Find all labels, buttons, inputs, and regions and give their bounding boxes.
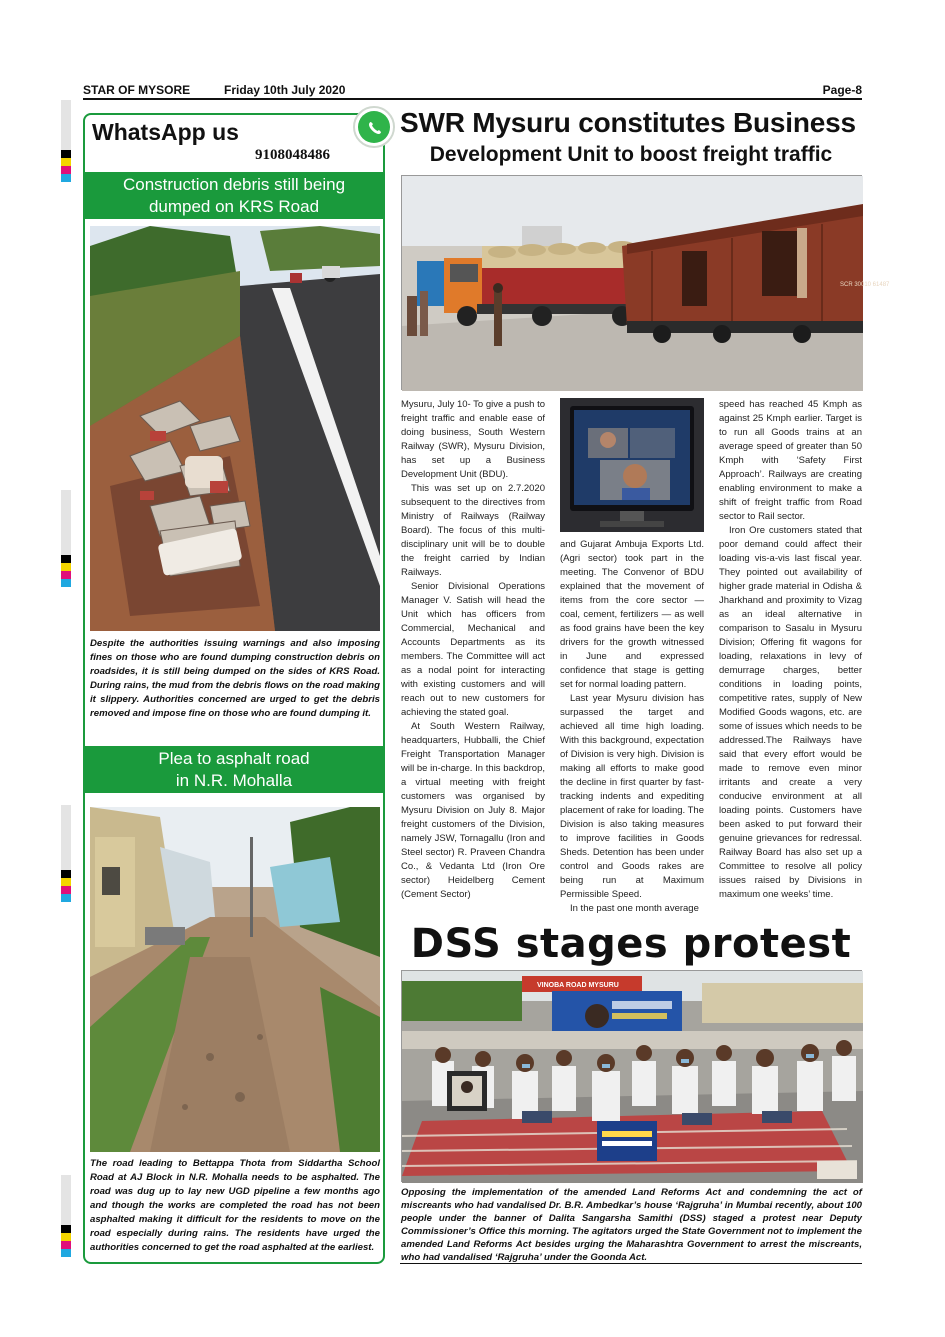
whatsapp-number: 9108048486 — [255, 147, 330, 163]
dss-caption: Opposing the implementation of the amended Land Reforms Act and condemning the act of miscreants who had vandalised Dr. B.R. Ambedkar’s house ‘Rajgruha’ in Mumbai recently, about 100 people under the banner of Dalita Sangarsha Samithi (DSS) staged a protest near Deputy Commissioner’s Office this morning. The agitators urged the State Government not to implement the amended Land Reforms Act besides urging the Maharashtra Government to arrest the miscreants, who had vandalised ‘Rajgruha’ under the Goonda Act. — [401, 1187, 862, 1263]
wagon-marking: SCR 30010 61487 — [840, 282, 890, 288]
debris-caption: Despite the authorities issuing warnings and also imposing fines on those who are found dumping construction debris on roadsides, it is still being dumped on the sides of KRS Road. During rains, the mud from the debris flows on the road making it slippery. Authorities concerned are urged to get the debris removed and impose fine on those who are found dumping it. — [90, 638, 380, 719]
swr-col1-para: At South Western Railway, headquarters, Hubballi, the Chief Freight Transportation Manager will be in-charge. In this backdrop, a virtual meeting with freight customers was organised by Mysuru Division on July 8. Major freight customers of the Division, namely JSW, Tornagallu (Iron and Steel sector) R. Praveen Chandra Co., & Vedanta Ltd (Iron Ore sector) Heidelberg Cement (Cement Sector) — [401, 721, 545, 900]
debris-headline — [85, 172, 383, 219]
asphalt-headline-line2: in N.R. Mohalla — [175, 771, 293, 790]
dss-headline: DSS stages protest — [410, 921, 852, 967]
road-sign-text: VINOBA ROAD MYSURU — [537, 982, 619, 989]
issue-date: Friday 10th July 2020 — [224, 83, 346, 97]
freight-train-photo — [401, 175, 890, 390]
registration-strip — [61, 805, 71, 870]
page-number: Page-8 — [822, 83, 862, 97]
masthead-rule — [83, 98, 862, 100]
asphalt-headline — [85, 746, 383, 793]
swr-col1-para: This was set up on 2.7.2020 subsequent to the directives from Ministry of Railways (Railway Board). The focus of this multi-disciplinary unit will be to double the freight carried by Indian Railways. — [401, 483, 545, 578]
swr-headline: SWR Mysuru constitutes Business — [400, 107, 856, 138]
registration-strip — [61, 100, 71, 150]
swr-col2-para: and Gujarat Ambuja Exports Ltd. (Agri sector) took part in the meeting. The Convenor of BDU explained that the movement of items from the core sector — coal, cement, fertilizers — as well as food grains have been the key drivers for the growth witnessed in June and expressed confidence that stage is getting set for normal loading pattern. — [560, 539, 704, 690]
registration-marks-4 — [61, 1225, 71, 1257]
registration-strip — [61, 490, 71, 555]
registration-marks-3 — [61, 870, 71, 902]
paper-name: STAR OF MYSORE — [83, 83, 191, 97]
registration-marks-1 — [61, 150, 71, 182]
asphalt-headline-line1: Plea to asphalt road — [158, 749, 310, 768]
swr-col3-para: speed has reached 45 Kmph as against 25 Kmph earlier. Target is to run all Goods trains at an average speed of greater than 50 Kmph with ‘Safety First Approach’. Railways are creating enabling environment to make a shift of freight traffic from Road sector to Rail sector. — [719, 399, 862, 522]
swr-column-2 — [560, 538, 704, 916]
debris-headline-line1: Construction debris still being — [122, 175, 346, 194]
swr-subheadline: Development Unit to boost freight traffic — [429, 143, 833, 166]
registration-strip — [61, 1175, 71, 1225]
asphalt-photo — [90, 807, 380, 1152]
whatsapp-icon — [353, 106, 395, 148]
swr-col2-para: Last year Mysuru division has surpassed the target and achieved all time high loading. With this background, expectation of Division is very high. Division is making all efforts to make good the decline in first quarter by fast-tracking indents and expediting placement of rake for loading. The Division is also taking measures to improve facilities in Goods Sheds. Detention has been under control and Goods rakes are being run at Maximum Permissible Speed. — [560, 693, 704, 900]
debris-headline-line2: dumped on KRS Road — [148, 197, 320, 216]
asphalt-caption: The road leading to Bettappa Thota from Siddartha School Road at AJ Block in N.R. Mohalla needs to be asphalted. The road was dug up to lay new UGD pipeline a few months ago and though the works are completed the road has not been asphalted making it difficult for the residents to move on the road especially during rains. The residents have urged the authorities concerned to get the road asphalted at the earliest. — [90, 1158, 380, 1253]
registration-marks-2 — [61, 555, 71, 587]
swr-col1-para: Mysuru, July 10- To give a push to freight traffic and enable ease of doing business, South Western Railway (SWR), Mysuru Division, has set up a Business Development Unit (BDU). — [401, 399, 545, 480]
swr-column-1 — [401, 398, 545, 902]
bottom-rule — [400, 1263, 862, 1264]
swr-col1-para: Senior Divisional Operations Manager V. Satish will head the Unit which has officers from Commercial, Mechanical and Accounts Departments as its members. The Committee will act as a nodal point for interacting with existing customers and will reach out to new customers for achieving the stated goal. — [401, 581, 545, 718]
swr-column-3 — [719, 398, 862, 902]
virtual-meeting-photo — [560, 398, 704, 532]
debris-photo — [90, 226, 380, 631]
left-column-box — [83, 113, 385, 1264]
whatsapp-title: WhatsApp us — [92, 119, 239, 145]
swr-col3-para: Iron Ore customers stated that poor demand could affect their loading vis-a-vis last fiscal year. They pointed out availability of higher grade material in Odisha & Jharkhand and proximity to Vizag as an ideal alternative in comparison to Sasalu in Mysuru Division; Offering fit wagons for loading, relaxations in levy of demurrage charges, better conditions in loading points, competitive rates, supply of New Modified Goods wagons, etc. are some of issues which needs to be addressed.The Railways have said that every effort would be made to remove even minor irritants and create a very conducive environment at all loading points. Customers have been asked to put forward their genuine grievances for redressal. Railway Board has also set up a Committee to resolve all policy issues raised by Divisions in maximum one weeks’ time. — [719, 525, 862, 900]
swr-col2-para: In the past one month average — [570, 903, 699, 914]
dss-protest-photo — [401, 970, 862, 1182]
